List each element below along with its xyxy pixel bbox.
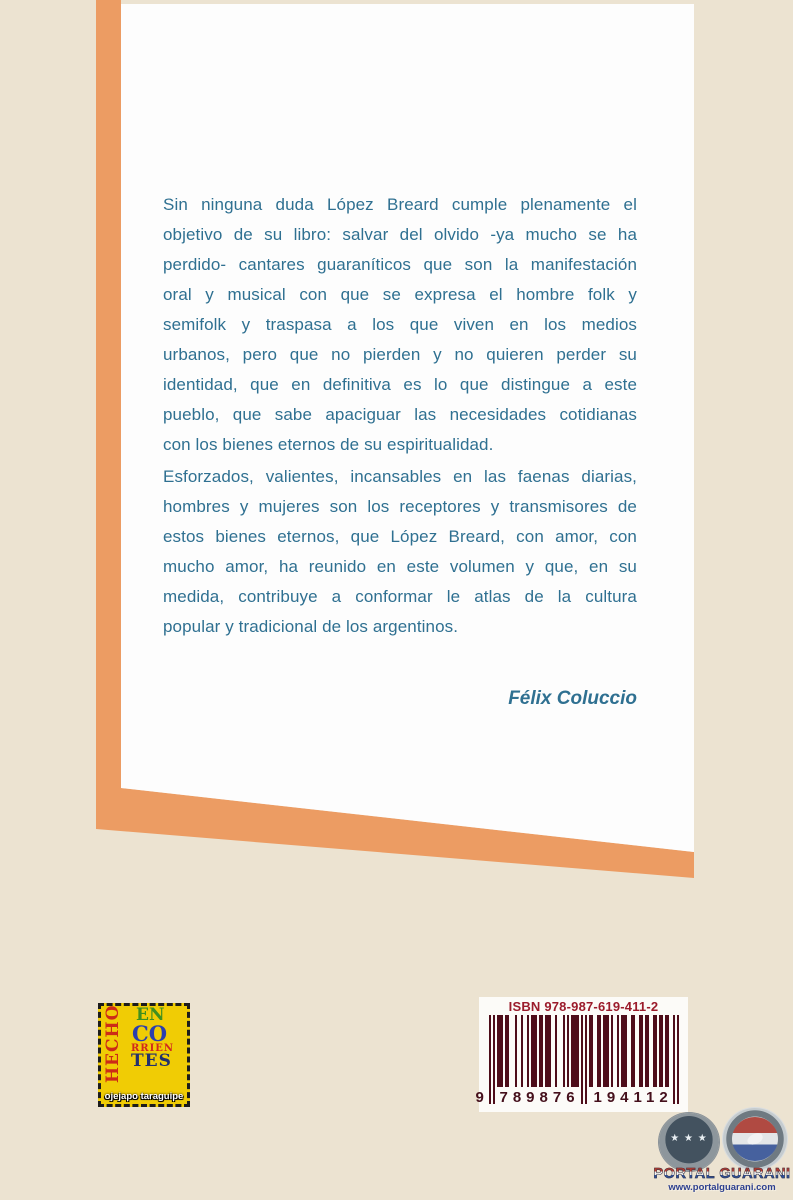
quote-line: hombres y mujeres son los receptores y transmisores de (163, 497, 637, 516)
quote-line: urbanos, pero que no pierden y no quieren perder su (163, 345, 637, 364)
three-stars-icon (659, 1133, 719, 1144)
quote-line: estos bienes eternos, que López Breard, con amor, con (163, 527, 637, 546)
quote-line: con los bienes eternos de su espiritualidad. (163, 435, 494, 454)
barcode (475, 1015, 679, 1106)
stamp-line-co: CO (132, 1021, 168, 1046)
paraguay-map-icon (746, 1132, 764, 1146)
hecho-en-corrientes-stamp (98, 1003, 190, 1107)
stamp-tagline: ojejapo taraguipe (104, 1091, 184, 1102)
stamp-vertical-word: HECHO (103, 1004, 123, 1083)
quote-attribution: Félix Coluccio (508, 688, 637, 709)
stamp-line-tes: TES (131, 1051, 172, 1071)
quote-line: identidad, que en definitiva es lo que distingue a este (163, 375, 637, 394)
barcode-digit-group-1: 789876 (499, 1089, 580, 1106)
isbn-barcode-block (475, 997, 688, 1112)
quote-line: perdido- cantares guaraníticos que son la manifestación (163, 255, 637, 274)
quote-line: mucho amor, ha reunido en este volumen y que, en su (163, 557, 637, 576)
quote-line: medida, contribuye a conformar le atlas de la cultura (163, 587, 637, 606)
stamp-line-rrien: RRIEN (131, 1043, 175, 1054)
portal-guarani-wordmark: PORTAL GUARANI (653, 1166, 791, 1182)
stamp-line-en: EN (136, 1005, 165, 1025)
quote-line: Sin ninguna duda López Breard cumple plenamente el (163, 195, 637, 214)
quote-line: oral y musical con que se expresa el hombre folk y (163, 285, 637, 304)
back-cover-quote (163, 190, 637, 642)
quote-line: popular y tradicional de los argentinos. (163, 617, 459, 636)
seal-coin-stars-icon (659, 1113, 719, 1171)
seal-coin-paraguay-flag-icon (723, 1108, 787, 1170)
quote-line: objetivo de su libro: salvar del olvido -ya mucho se ha (163, 225, 637, 244)
quote-paragraph-2 (163, 462, 637, 642)
portal-guarani-url: www.portalguarani.com (668, 1182, 776, 1193)
quote-paragraph-1 (163, 190, 637, 460)
stamp-wordmark (127, 1007, 183, 1069)
quote-line: Esforzados, valientes, incansables en las faenas diarias, (163, 467, 637, 486)
barcode-digit-prefix: 9 (475, 1089, 484, 1106)
isbn-number-label: ISBN 978-987-619-411-2 (508, 999, 659, 1014)
paraguay-flag-icon (732, 1117, 778, 1161)
quote-line: semifolk y traspasa a los que viven en los medios (163, 315, 637, 334)
barcode-digit-group-2: 194112 (593, 1089, 673, 1106)
barcode-bar (677, 1015, 679, 1104)
quote-line: pueblo, que sabe apaciguar las necesidades cotidianas (163, 405, 637, 424)
